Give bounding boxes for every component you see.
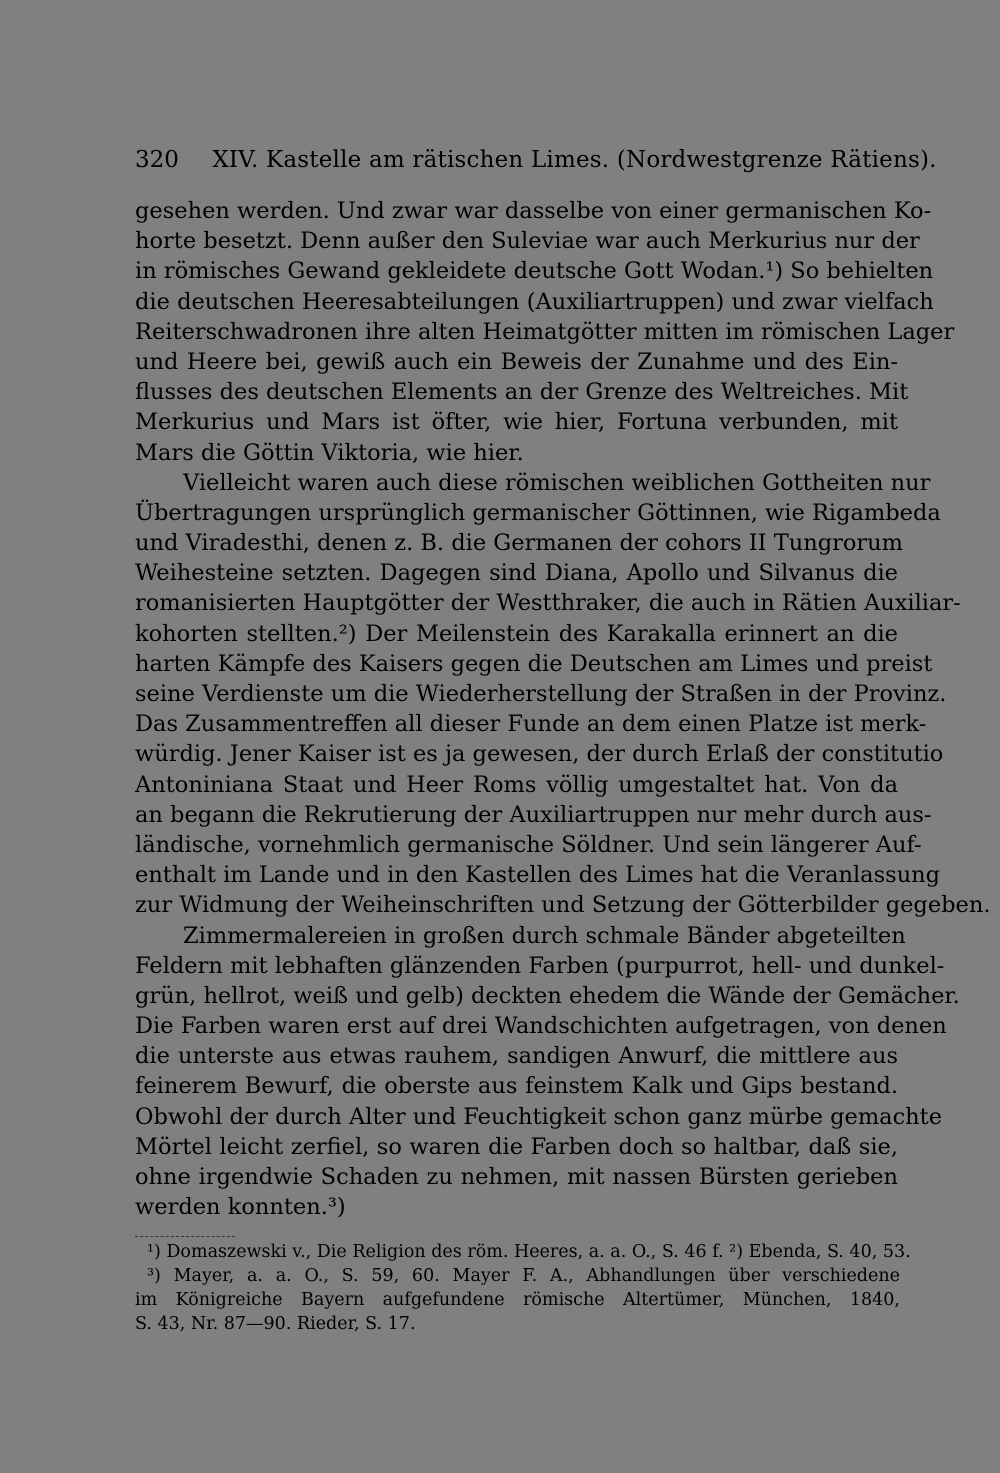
footnotes [135, 1240, 911, 1336]
text-line: Reiterschwadronen ihre alten Heimatgötter mitten im römischen Lager [135, 318, 955, 345]
text-line: werden konnten.³) [135, 1194, 346, 1221]
text-line: Das Zusammentreffen all dieser Funde an dem einen Platze ist merk- [135, 711, 927, 738]
text-line: Merkurius und Mars ist öfter, wie hier, Fortuna verbunden, mit [135, 409, 898, 436]
text-line: feinerem Bewurf, die oberste aus feinstem Kalk und Gips bestand. [135, 1073, 898, 1100]
text-line: die unterste aus etwas rauhem, sandigen Anwurf, die mittlere aus [135, 1043, 898, 1070]
text-line: an begann die Rekrutierung der Auxiliartruppen nur mehr durch aus- [135, 801, 932, 828]
page-number: 320 [135, 147, 179, 173]
body-text [135, 196, 991, 1222]
text-line: Weihesteine setzten. Dagegen sind Diana, Apollo und Silvanus die [135, 560, 898, 587]
footnote-line: ³) Mayer, a. a. O., S. 59, 60. Mayer F. A., Abhandlungen über verschiedene [147, 1266, 900, 1286]
text-line: Mörtel leicht zerfiel, so waren die Farben doch so haltbar, daß sie, [135, 1133, 898, 1160]
text-line: die deutschen Heeresabteilungen (Auxiliartruppen) und zwar vielfach [135, 288, 934, 315]
text-line: grün, hellrot, weiß und gelb) deckten ehedem die Wände der Gemächer. [135, 982, 960, 1009]
text-line: würdig. Jener Kaiser ist es ja gewesen, der durch Erlaß der constitutio [135, 741, 944, 768]
text-line: seine Verdienste um die Wiederherstellung der Straßen in der Provinz. [135, 681, 947, 707]
text-line: Obwohl der durch Alter und Feuchtigkeit schon ganz mürbe gemachte [135, 1103, 943, 1130]
text-line: in römisches Gewand gekleidete deutsche Gott Wodan.¹) So behielten [135, 258, 934, 285]
text-line: ländische, vornehmlich germanische Söldner. Und sein längerer Auf- [135, 831, 922, 858]
text-line: Die Farben waren erst auf drei Wandschichten aufgetragen, von denen [135, 1013, 947, 1040]
text-line: ohne irgendwie Schaden zu nehmen, mit nassen Bürsten gerieben [135, 1164, 898, 1190]
text-line: zur Widmung der Weiheinschriften und Setzung der Götterbilder gegeben. [135, 892, 991, 919]
text-line: Mars die Göttin Viktoria, wie hier. [135, 439, 524, 466]
text-line: horte besetzt. Denn außer den Suleviae war auch Merkurius nur der [135, 228, 920, 255]
text-line: und Viradesthi, denen z. B. die Germanen der cohors II Tungrorum [135, 530, 903, 557]
running-title: XIV. Kastelle am rätischen Limes. (Nordwestgrenze Rätiens). [212, 147, 937, 173]
text-line: und Heere bei, gewiß auch ein Beweis der Zunahme und des Ein- [135, 348, 898, 375]
footnote-line: S. 43, Nr. 87—90. Rieder, S. 17. [135, 1314, 416, 1334]
text-line: romanisierten Hauptgötter der Westthraker, die auch in Rätien Auxiliar- [135, 590, 961, 617]
footnote-divider [135, 1236, 235, 1238]
text-line: Vielleicht waren auch diese römischen weiblichen Gottheiten nur [183, 469, 931, 496]
text-line: Feldern mit lebhaften glänzenden Farben (purpurrot, hell- und dunkel- [135, 952, 945, 979]
footnote-line: ¹) Domaszewski v., Die Religion des röm. Heeres, a. a. O., S. 46 f. ²) Ebenda, S. 40, 53. [147, 1242, 911, 1262]
text-line: Zimmermalereien in großen durch schmale Bänder abgeteilten [183, 922, 906, 949]
page-header [135, 146, 937, 174]
text-line: flusses des deutschen Elements an der Grenze des Weltreiches. Mit [135, 379, 909, 406]
text-line: Antoniniana Staat und Heer Roms völlig umgestaltet hat. Von da [135, 771, 898, 798]
footnote-line: im Königreiche Bayern aufgefundene römische Altertümer, München, 1840, [135, 1290, 900, 1310]
text-line: harten Kämpfe des Kaisers gegen die Deutschen am Limes und preist [135, 650, 933, 677]
text-line: enthalt im Lande und in den Kastellen des Limes hat die Veranlassung [135, 862, 941, 889]
text-line: kohorten stellten.²) Der Meilenstein des Karakalla erinnert an die [135, 620, 898, 647]
text-line: gesehen werden. Und zwar war dasselbe von einer germanischen Ko- [135, 198, 932, 224]
text-line: Übertragungen ursprünglich germanischer Göttinnen, wie Rigambeda [135, 499, 941, 526]
